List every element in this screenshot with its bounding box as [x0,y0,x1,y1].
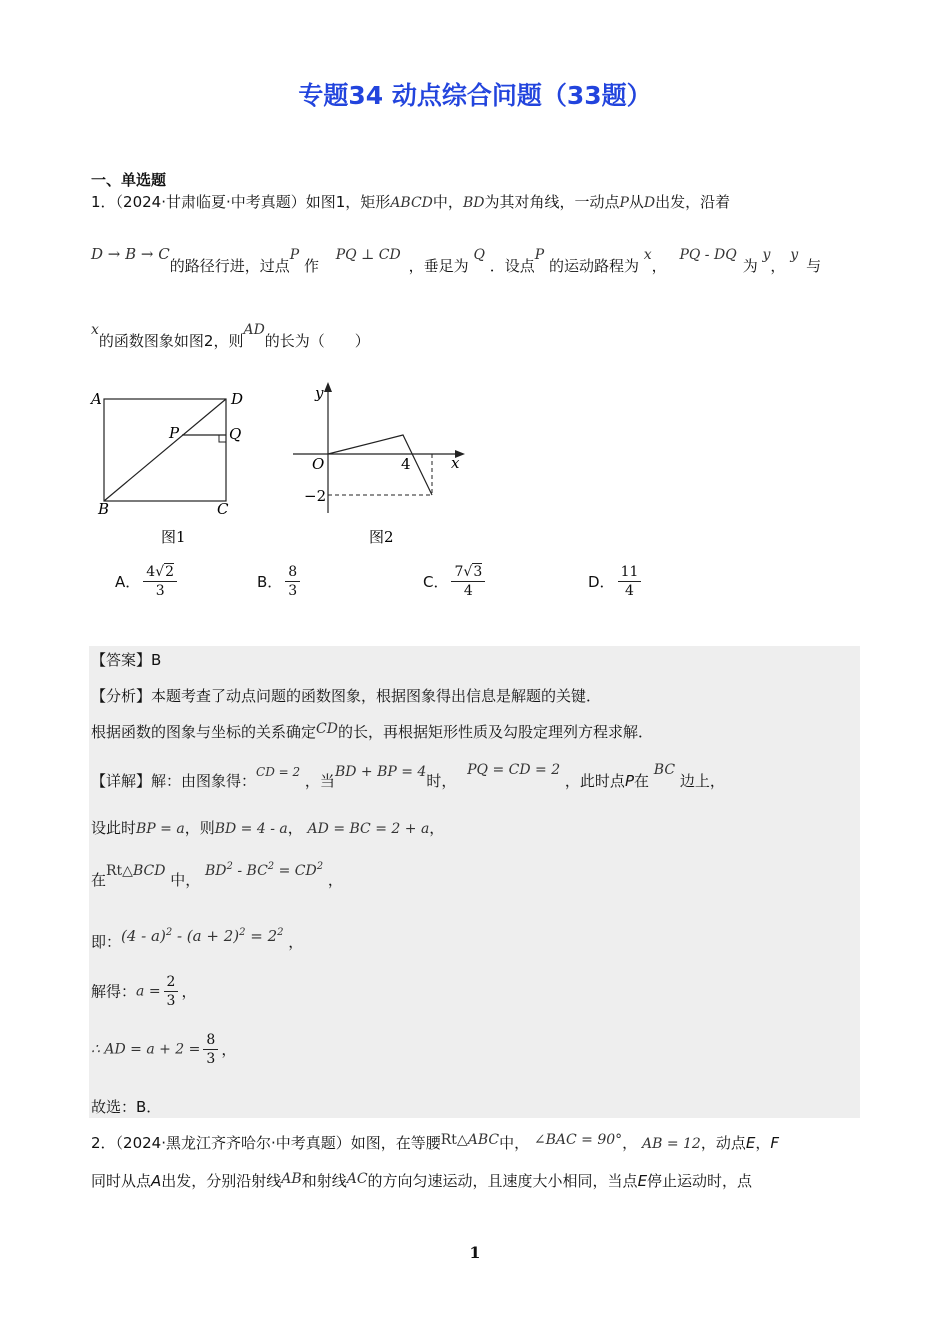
origin-label: O [312,455,325,473]
section-heading: 一、单选题 [91,171,167,189]
option-C[interactable]: C． $\frac{7√3}{4}$ [423,563,488,600]
answer-line: 【答案】B [91,651,162,669]
page-title: 专题34 动点综合问题（33题） [298,81,652,110]
q1-line3: x的函数图象如图2，则AD的长为（ ） [91,322,370,350]
q2-line2: 同时从点A出发，分别沿射线AB和射线AC的方向匀速运动，且速度大小相同，当点E停止运动时，点 [91,1171,753,1190]
equation-line: 即：$(4 - a)^2 - (a + 2)^2 = 2^2$ ， [91,927,304,951]
option-A[interactable]: A． $\frac{4√2}{3}$ [115,563,180,600]
figure-2-graph [285,378,475,550]
q1-line1: 1．（2024·甘肃临夏·中考真题）如图1，矩形ABCD中，BD为其对角线，一动点P从D出发，沿着 [91,193,731,211]
q2-line1: 2．（2024·黑龙江齐齐哈尔·中考真题）如图，在等腰Rt△ABC中， ∠BAC = 90°， AB = 12，动点E，F [91,1132,779,1152]
solve-line: 解得：a = $\frac{2}{3}$ ， [91,974,197,1009]
page-number: 1 [469,1243,481,1262]
axis-y-label: y [315,384,324,402]
analysis-line: 【分析】本题考查了动点问题的函数图象，根据图象得出信息是解题的关键． [91,687,602,705]
detail-line: 【详解】解：由图象得：$^{CD = 2}$ ，当BD + BP = 4时， PQ = CD = 2 ，此时点P在 BC 边上， [91,762,725,790]
tick-neg2-label: −2 [304,487,327,505]
option-B[interactable]: B． $\frac{8}{3}$ [257,563,303,600]
axis-x-label: x [451,454,460,472]
label-A: A [91,390,102,408]
label-P: P [169,424,180,442]
label-D: D [231,390,244,408]
label-C: C [217,500,229,518]
label-Q: Q [229,425,242,443]
choose-line: 故选：B． [91,1098,162,1116]
triangle-line: 在Rt△BCD 中， $BD^2 - BC^2 = CD^2$ ， [91,861,343,889]
figure-2-caption: 图2 [369,528,394,546]
figure-1-rectangle [85,385,255,550]
figure-1-caption: 图1 [161,528,186,546]
option-D[interactable]: D． $\frac{11}{4}$ [588,563,644,600]
analysis-method-line: 根据函数的图象与坐标的关系确定CD的长，再根据矩形性质及勾股定理列方程求解． [91,721,653,741]
therefore-line: ∴ AD = a + 2 = $\frac{8}{3}$ ， [91,1032,237,1067]
q1-line2: D → B → C的路径行进，过点P 作 PQ ⊥ CD，垂足为 Q ．设点P 的运动路程为 x， PQ - DQ为 y， y与 [91,245,822,275]
set-line: 设此时BP = a，则BD = 4 - a， AD = BC = 2 + a， [91,819,445,837]
tick-4-label: 4 [401,455,411,473]
label-B: B [98,500,110,518]
